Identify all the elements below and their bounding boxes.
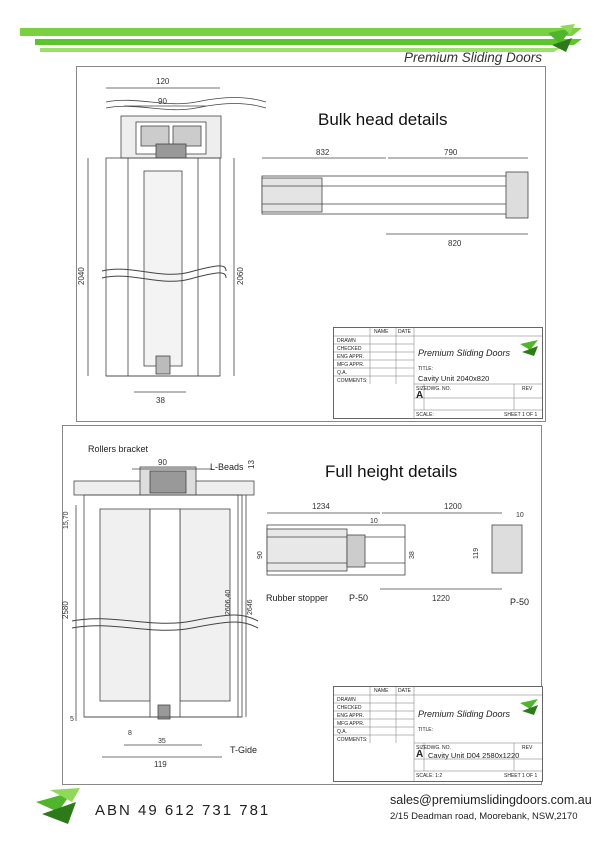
row-label: ENG APPR.	[337, 713, 364, 719]
footer-logo-icon	[36, 788, 84, 828]
row-label: Q.A.	[337, 729, 348, 735]
title-block-brand: Premium Sliding Doors	[418, 709, 511, 719]
header-stripe	[20, 28, 582, 36]
dim-38: 38	[409, 551, 416, 559]
label-l-beads: L-Beads	[210, 462, 244, 472]
dim-119: 119	[154, 760, 167, 769]
dim-5: 5	[70, 716, 74, 723]
col-date-label: DATE	[398, 329, 411, 335]
col-name-label: NAME	[374, 329, 389, 335]
title-block-grid	[334, 687, 542, 781]
drawing-title-fullheight: Full height details	[325, 462, 458, 481]
row-label: CHECKED	[337, 705, 362, 711]
size-value: A	[416, 749, 424, 760]
footer-address: 2/15 Deadman road, Moorebank, NSW,2170	[390, 811, 578, 822]
logo-icon	[520, 338, 538, 356]
dim-38: 38	[156, 396, 165, 405]
drawing-title-value: Cavity Unit 2040x820	[418, 374, 490, 383]
title-block-grid	[334, 328, 542, 418]
sheet-label: SHEET 1 OF 1	[504, 412, 538, 418]
dim-2580: 2580	[61, 601, 70, 619]
dim-90: 90	[158, 97, 167, 106]
scale-label: SCALE: 1:2	[416, 773, 443, 779]
dim-832: 832	[316, 148, 330, 157]
dwg-label: DWG. NO.	[427, 386, 451, 392]
dim-90: 90	[257, 551, 264, 559]
row-label: MFG APPR.	[337, 721, 365, 727]
label-p-50: P-50	[510, 597, 530, 607]
title-block-bottom	[333, 686, 543, 782]
row-label: COMMENTS:	[337, 378, 368, 384]
dim-2060: 2060	[236, 267, 245, 285]
row-label: COMMENTS:	[337, 737, 368, 743]
rev-label: REV	[522, 386, 533, 392]
label-rollers-bracket: Rollers bracket	[88, 444, 149, 454]
dim-1234: 1234	[312, 502, 330, 511]
dim-1220: 1220	[432, 594, 450, 603]
drawing-title-bulkhead: Bulk head details	[318, 110, 448, 129]
title-label: TITLE:	[418, 727, 434, 733]
header-stripe	[35, 39, 582, 45]
title-block-top	[333, 327, 543, 419]
dim-8: 8	[128, 730, 132, 737]
dim-10: 10	[370, 518, 378, 525]
sheet-label: SHEET 1 OF 1	[504, 773, 538, 779]
row-label: ENG APPR.	[337, 354, 364, 360]
title-block-brand: Premium Sliding Doors	[418, 348, 511, 358]
footer-email[interactable]: sales@premiumslidingdoors.com.au	[390, 793, 592, 807]
size-label: SIZE	[416, 386, 428, 392]
rev-label: REV	[522, 745, 533, 751]
dim-790: 790	[444, 148, 458, 157]
row-label: MFG APPR.	[337, 362, 365, 368]
dim-120: 120	[156, 77, 170, 86]
dim-820: 820	[448, 239, 462, 248]
drawing-title-value: Cavity Unit D04 2580x1220	[428, 751, 520, 760]
dim-13: 13	[247, 460, 256, 469]
brand-name: Premium Sliding Doors	[404, 50, 543, 65]
row-label: CHECKED	[337, 346, 362, 352]
dim-10: 10	[516, 512, 524, 519]
dim-2606-40: 2606,40	[225, 589, 232, 615]
dim-15-70: 15,70	[63, 511, 70, 529]
dwg-label: DWG. NO.	[427, 745, 451, 751]
dim-90: 90	[158, 458, 167, 467]
row-label: Q.A.	[337, 370, 348, 376]
label-t-gide: T-Gide	[230, 745, 258, 755]
label-p-50: P-50	[349, 593, 369, 603]
dim-119: 119	[473, 547, 480, 559]
col-name-label: NAME	[374, 688, 389, 694]
scale-label: SCALE:	[416, 412, 434, 418]
row-label: DRAWN	[337, 697, 356, 703]
dim-2040: 2040	[77, 267, 86, 285]
title-label: TITLE:	[418, 366, 434, 372]
size-label: SIZE	[416, 745, 428, 751]
logo-icon	[520, 697, 538, 715]
label-rubber-stopper: Rubber stopper	[266, 593, 329, 603]
dim-35: 35	[158, 738, 166, 745]
footer-abn: ABN 49 612 731 781	[95, 802, 271, 819]
dim-1200: 1200	[444, 502, 462, 511]
col-date-label: DATE	[398, 688, 411, 694]
dim-2646: 2646	[247, 599, 254, 615]
size-value: A	[416, 390, 424, 401]
row-label: DRAWN	[337, 338, 356, 344]
